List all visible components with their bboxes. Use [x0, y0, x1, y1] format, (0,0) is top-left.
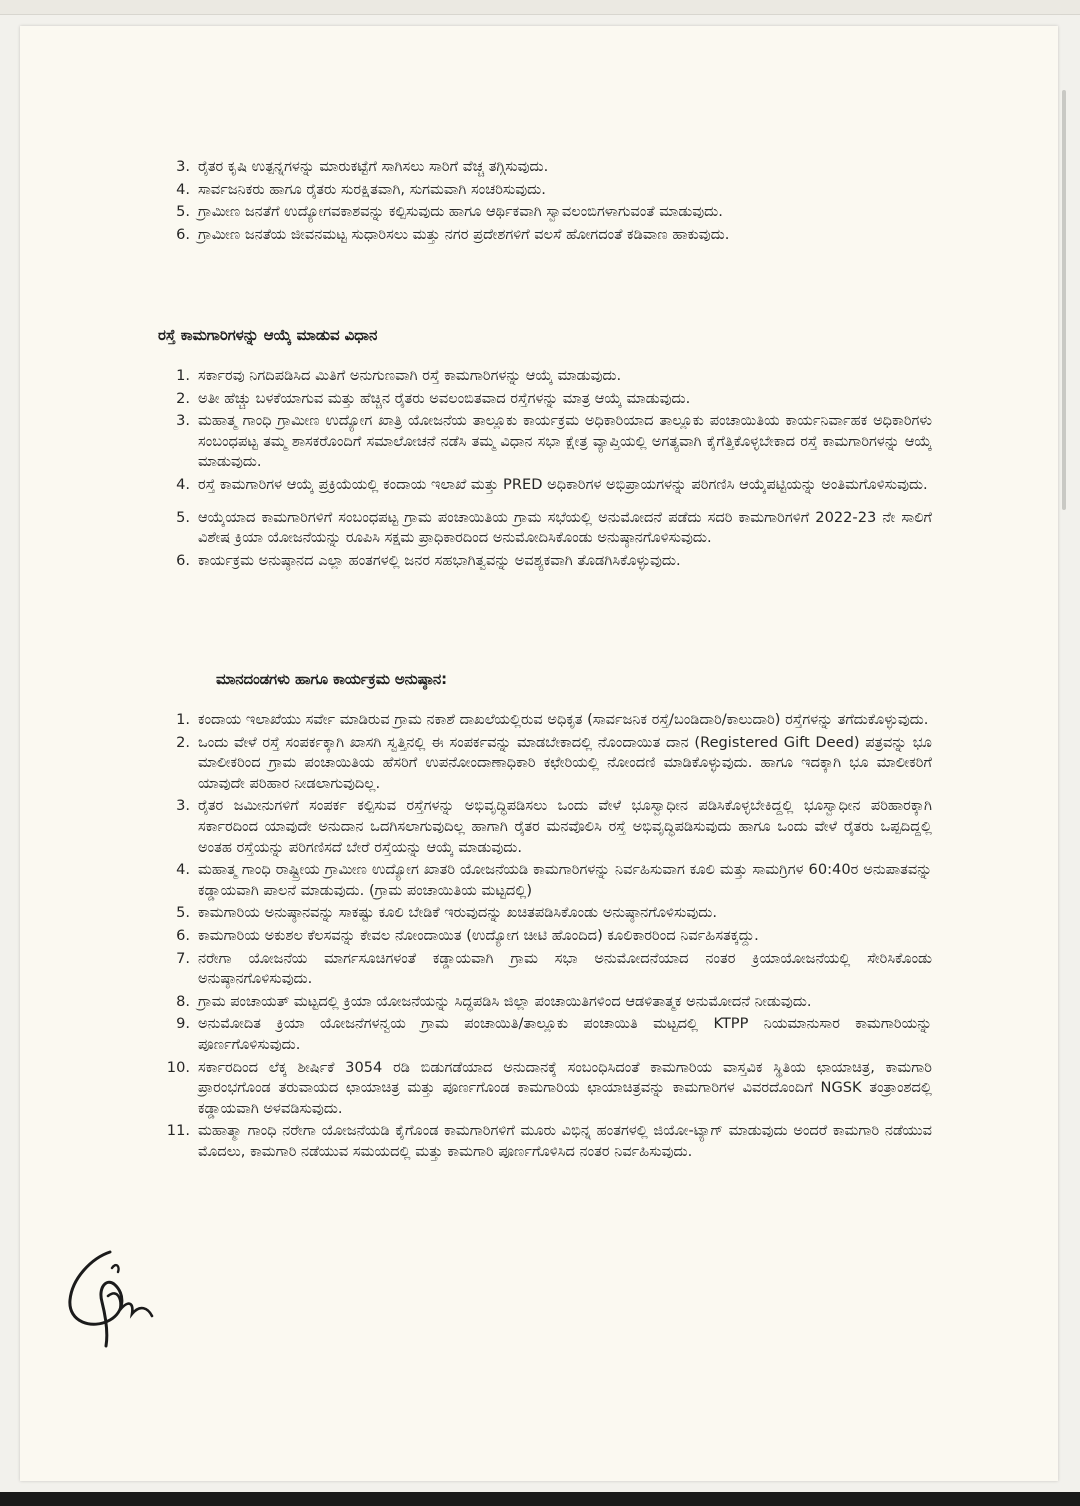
section-heading-selection: ರಸ್ತೆ ಕಾಮಗಾರಿಗಳನ್ನು ಆಯ್ಕೆ ಮಾಡುವ ವಿಧಾನ — [158, 327, 378, 344]
list-item: 10. ಸರ್ಕಾರದಿಂದ ಲೆಕ್ಕ ಶೀರ್ಷಿಕೆ 3054 ರಡಿ ಬಿಡುಗಡೆಯಾದ ಅನುದಾನಕ್ಕೆ ಸಂಬಂಧಿಸಿದಂತೆ ಕಾಮಗಾರಿಯ ವಾಸ್ತವಿಕ ಸ್ಥಿತಿಯ ಛಾಯಾಚಿತ್ರ, ಕಾಮಗಾರಿ ಪ್ರಾರಂಭಗೊಂಡ ತರುವಾಯದ ಛಾಯಾಚಿತ್ರ ಮತ್ತು ಪೂರ್ಣಗೊಂಡ ಕಾಮಗಾರಿಯ ಛಾಯಾಚಿತ್ರವನ್ನು ಕಾಮಗಾರಿಗಳ ವಿವರದೊಂದಿಗೆ NGSK ತಂತ್ರಾಂಶದಲ್ಲಿ ಕಡ್ಡಾಯವಾಗಿ ಅಳವಡಿಸುವುದು. — [166, 1058, 932, 1117]
scrollbar[interactable] — [1062, 90, 1066, 510]
list-item: 9. ಅನುಮೋದಿತ ಕ್ರಿಯಾ ಯೋಜನೆಗಳನ್ವಯ ಗ್ರಾಮ ಪಂಚಾಯಿತಿ/ತಾಲ್ಲೂಕು ಪಂಚಾಯಿತಿ ಮಟ್ಟದಲ್ಲಿ KTPP ನಿಯಮಾನುಸಾರ ಕಾಮಗಾರಿಯನ್ನು ಪೂರ್ಣಗೊಳಿಸುವುದು. — [176, 1015, 932, 1053]
list-item: 7. ನರೇಗಾ ಯೋಜನೆಯ ಮಾರ್ಗಸೂಚಿಗಳಂತೆ ಕಡ್ಡಾಯವಾಗಿ ಗ್ರಾಮ ಸಭಾ ಅನುಮೋದನೆಯಾದ ನಂತರ ಕ್ರಿಯಾಯೋಜನೆಯಲ್ಲಿ ಸೇರಿಸಿಕೊಂಡು ಅನುಷ್ಠಾನಗೊಳಿಸುವುದು. — [176, 949, 932, 988]
list-item: 3. ರೈತರ ಜಮೀನುಗಳಿಗೆ ಸಂಪರ್ಕ ಕಲ್ಪಿಸುವ ರಸ್ತೆಗಳನ್ನು ಅಭಿವೃದ್ಧಿಪಡಿಸಲು ಒಂದು ವೇಳೆ ಭೂಸ್ವಾಧೀನ ಪಡಿಸಿಕೊಳ್ಳಬೇಕಿದ್ದಲ್ಲಿ ಭೂಸ್ವಾಧೀನ ಪರಿಹಾರಕ್ಕಾಗಿ ಸರ್ಕಾರದಿಂದ ಯಾವುದೇ ಅನುದಾನ ಒದಗಿಸಲಾಗುವುದಿಲ್ಲ ಹಾಗಾಗಿ ರೈತರ ಮನವೊಲಿಸಿ ರಸ್ತೆ ಅಭಿವೃದ್ಧಿಪಡಿಸುವುದು ಹಾಗೂ ಒಂದು ವೇಳೆ ರೈತರು ಒಪ್ಪದಿದ್ದಲ್ಲಿ ಅಂತಹ ರಸ್ತೆಯನ್ನು ಪರಿಗಣಿಸದೆ ಬೇರೆ ರಸ್ತೆಯನ್ನು ಆಯ್ಕೆ ಮಾಡುವುದು. — [176, 797, 932, 856]
signature-icon — [62, 1238, 158, 1348]
list-item: 1. ಸರ್ಕಾರವು ನಿಗದಿಪಡಿಸಿದ ಮಿತಿಗೆ ಅನುಗುಣವಾಗಿ ರಸ್ತೆ ಕಾಮಗಾರಿಗಳನ್ನು ಆಯ್ಕೆ ಮಾಡುವುದು. — [176, 367, 622, 384]
list-item: 5. ಗ್ರಾಮೀಣ ಜನತೆಗೆ ಉದ್ಯೋಗವಕಾಶವನ್ನು ಕಲ್ಪಿಸುವುದು ಹಾಗೂ ಆರ್ಥಿಕವಾಗಿ ಸ್ವಾವಲಂಬಿಗಳಾಗುವಂತೆ ಮಾಡುವುದು. — [176, 203, 723, 221]
list-item: 5. ಕಾಮಗಾರಿಯ ಅನುಷ್ಠಾನವನ್ನು ಸಾಕಷ್ಟು ಕೂಲಿ ಬೇಡಿಕೆ ಇರುವುದನ್ನು ಖಚಿತಪಡಿಸಿಕೊಂಡು ಅನುಷ್ಠಾನಗೊಳಿಸುವುದು. — [176, 904, 717, 922]
list-item: 1. ಕಂದಾಯ ಇಲಾಖೆಯು ಸರ್ವೇ ಮಾಡಿರುವ ಗ್ರಾಮ ನಕಾಶೆ ದಾಖಲೆಯಲ್ಲಿರುವ ಅಧಿಕೃತ (ಸಾರ್ವಜನಿಕ ರಸ್ತೆ/ಬಂಡಿದಾರಿ/ಕಾಲುದಾರಿ) ರಸ್ತೆಗಳನ್ನು ತಗೆದುಕೊಳ್ಳುವುದು. — [176, 711, 929, 728]
list-item: 5. ಆಯ್ಕೆಯಾದ ಕಾಮಗಾರಿಗಳಿಗೆ ಸಂಬಂಧಪಟ್ಟ ಗ್ರಾಮ ಪಂಚಾಯಿತಿಯ ಗ್ರಾಮ ಸಭೆಯಲ್ಲಿ ಅನುಮೋದನೆ ಪಡೆದು ಸದರಿ ಕಾಮಗಾರಿಗಳಿಗೆ 2022-23 ನೇ ಸಾಲಿಗೆ ವಿಶೇಷ ಕ್ರಿಯಾ ಯೋಜನೆಯನ್ನು ರೂಪಿಸಿ ಸಕ್ಷಮ ಪ್ರಾಧಿಕಾರದಿಂದ ಅನುಮೋದಿಸಿಕೊಂಡು ಅನುಷ್ಠಾನಗೊಳಿಸುವುದು. — [176, 508, 932, 547]
list-item: 11. ಮಹಾತ್ಮಾ ಗಾಂಧಿ ನರೇಗಾ ಯೋಜನೆಯಡಿ ಕೈಗೊಂಡ ಕಾಮಗಾರಿಗಳಿಗೆ ಮೂರು ವಿಭಿನ್ನ ಹಂತಗಳಲ್ಲಿ ಜಿಯೋ-ಟ್ಯಾಗ್ ಮಾಡುವುದು ಅಂದರೆ ಕಾಮಗಾರಿ ನಡೆಯುವ ಮೊದಲು, ಕಾಮಗಾರಿ ನಡೆಯುವ ಸಮಯದಲ್ಲಿ ಮತ್ತು ಕಾಮಗಾರಿ ಪೂರ್ಣಗೊಳಿಸಿದ ನಂತರ ನಿರ್ವಹಿಸುವುದು. — [166, 1122, 932, 1160]
list-item: 4. ಸಾರ್ವಜನಿಕರು ಹಾಗೂ ರೈತರು ಸುರಕ್ಷಿತವಾಗಿ, ಸುಗಮವಾಗಿ ಸಂಚರಿಸುವುದು. — [176, 180, 546, 198]
list-item: 8. ಗ್ರಾಮ ಪಂಚಾಯತ್ ಮಟ್ಟದಲ್ಲಿ ಕ್ರಿಯಾ ಯೋಜನೆಯನ್ನು ಸಿದ್ಧಪಡಿಸಿ ಜಿಲ್ಲಾ ಪಂಚಾಯಿತಿಗಳಿಂದ ಆಡಳಿತಾತ್ಮಕ ಅನುಮೋದನೆ ನೀಡುವುದು. — [176, 992, 812, 1010]
list-item: 3. ರೈತರ ಕೃಷಿ ಉತ್ಪನ್ನಗಳನ್ನು ಮಾರುಕಟ್ಟೆಗೆ ಸಾಗಿಸಲು ಸಾರಿಗೆ ವೆಚ್ಚ ತಗ್ಗಿಸುವುದು. — [176, 158, 549, 175]
objectives-list — [164, 157, 932, 247]
top-edge — [0, 0, 1080, 15]
section-heading-criteria: ಮಾನದಂಡಗಳು ಹಾಗೂ ಕಾರ್ಯಕ್ರಮ ಅನುಷ್ಠಾನ: — [216, 671, 448, 688]
list-item: 2. ಅತೀ ಹೆಚ್ಚು ಬಳಕೆಯಾಗುವ ಮತ್ತು ಹೆಚ್ಚಿನ ರೈತರು ಅವಲಂಬಿತವಾದ ರಸ್ತೆಗಳನ್ನು ಮಾತ್ರ ಆಯ್ಕೆ ಮಾಡುವುದು. — [176, 389, 691, 407]
list-item: 4. ರಸ್ತೆ ಕಾಮಗಾರಿಗಳ ಆಯ್ಕೆ ಪ್ರಕ್ರಿಯೆಯಲ್ಲಿ ಕಂದಾಯ ಇಲಾಖೆ ಮತ್ತು PRED ಅಧಿಕಾರಿಗಳ ಅಭಿಪ್ರಾಯಗಳನ್ನು ಪರಿಗಣಿಸಿ ಆಯ್ಕೆಪಟ್ಟಿಯನ್ನು ಅಂತಿಮಗೊಳಿಸುವುದು. — [176, 475, 928, 493]
list-item: 6. ಕಾಮಗಾರಿಯ ಅಕುಶಲ ಕೆಲಸವನ್ನು ಕೇವಲ ನೋಂದಾಯಿತ (ಉದ್ಯೋಗ ಚೀಟಿ ಹೊಂದಿದ) ಕೂಲಿಕಾರರಿಂದ ನಿರ್ವಹಿಸತಕ್ಕದ್ದು. — [176, 926, 759, 944]
list-item: 2. ಒಂದು ವೇಳೆ ರಸ್ತೆ ಸಂಪರ್ಕಕ್ಕಾಗಿ ಖಾಸಗಿ ಸ್ವತ್ತಿನಲ್ಲಿ ಈ ಸಂಪರ್ಕವನ್ನು ಮಾಡಬೇಕಾದಲ್ಲಿ ನೊಂದಾಯಿತ ದಾನ (Registered Gift Deed) ಪತ್ರವನ್ನು ಭೂ ಮಾಲೀಕರಿಂದ ಗ್ರಾಮ ಪಂಚಾಯಿತಿಯ ಹೆಸರಿಗೆ ಉಪನೋಂದಾಣಾಧಿಕಾರಿ ಕಛೇರಿಯಲ್ಲಿ ನೋಂದಣಿ ಮಾಡಿಕೊಳ್ಳುವುದು. ಹಾಗೂ ಇದಕ್ಕಾಗಿ ಭೂ ಮಾಲೀಕರಿಗೆ ಯಾವುದೇ ಪರಿಹಾರ ನೀಡಲಾಗುವುದಿಲ್ಲ. — [176, 733, 932, 792]
list-item: 4. ಮಹಾತ್ಮ ಗಾಂಧಿ ರಾಷ್ಟ್ರೀಯ ಗ್ರಾಮೀಣ ಉದ್ಯೋಗ ಖಾತರಿ ಯೋಜನೆಯಡಿ ಕಾಮಗಾರಿಗಳನ್ನು ನಿರ್ವಹಿಸುವಾಗ ಕೂಲಿ ಮತ್ತು ಸಾಮಗ್ರಿಗಳ 60:40ರ ಅನುಪಾತವನ್ನು ಕಡ್ಡಾಯವಾಗಿ ಪಾಲನೆ ಮಾಡುವುದು. (ಗ್ರಾಮ ಪಂಚಾಯಿತಿಯ ಮಟ್ಟದಲ್ಲಿ) — [176, 861, 932, 899]
list-item: 6. ಕಾರ್ಯಕ್ರಮ ಅನುಷ್ಠಾನದ ಎಲ್ಲಾ ಹಂತಗಳಲ್ಲಿ ಜನರ ಸಹಭಾಗಿತ್ವವನ್ನು ಅವಶ್ಯಕವಾಗಿ ತೊಡಗಿಸಿಕೊಳ್ಳುವುದು. — [176, 551, 681, 569]
list-item: 3. ಮಹಾತ್ಮ ಗಾಂಧಿ ಗ್ರಾಮೀಣ ಉದ್ಯೋಗ ಖಾತ್ರಿ ಯೋಜನೆಯ ತಾಲ್ಲೂಕು ಕಾರ್ಯಕ್ರಮ ಅಧಿಕಾರಿಯಾದ ತಾಲ್ಲೂಕು ಪಂಚಾಯಿತಿಯ ಕಾರ್ಯನಿರ್ವಾಹಕ ಅಧಿಕಾರಿಗಳು ಸಂಬಂಧಪಟ್ಟ ತಮ್ಮ ಶಾಸಕರೊಂದಿಗೆ ಸಮಾಲೋಚನೆ ನಡೆಸಿ ತಮ್ಮ ವಿಧಾನ ಸಭಾ ಕ್ಷೇತ್ರ ವ್ಯಾಪ್ತಿಯಲ್ಲಿ ಅಗತ್ಯವಾಗಿ ಕೈಗೆತ್ತಿಕೊಳ್ಳಬೇಕಾದ ರಸ್ತೆ ಕಾಮಗಾರಿಗಳನ್ನು ಆಯ್ಕೆ ಮಾಡುವುದು. — [176, 412, 932, 471]
list-item: 6. ಗ್ರಾಮೀಣ ಜನತೆಯ ಜೀವನಮಟ್ಟ ಸುಧಾರಿಸಲು ಮತ್ತು ನಗರ ಪ್ರದೇಶಗಳಿಗೆ ವಲಸೆ ಹೋಗದಂತೆ ಕಡಿವಾಣ ಹಾಕುವುದು. — [176, 225, 730, 243]
selection-list — [164, 366, 932, 573]
bottom-edge — [0, 1492, 1080, 1506]
criteria-list — [164, 710, 932, 1164]
